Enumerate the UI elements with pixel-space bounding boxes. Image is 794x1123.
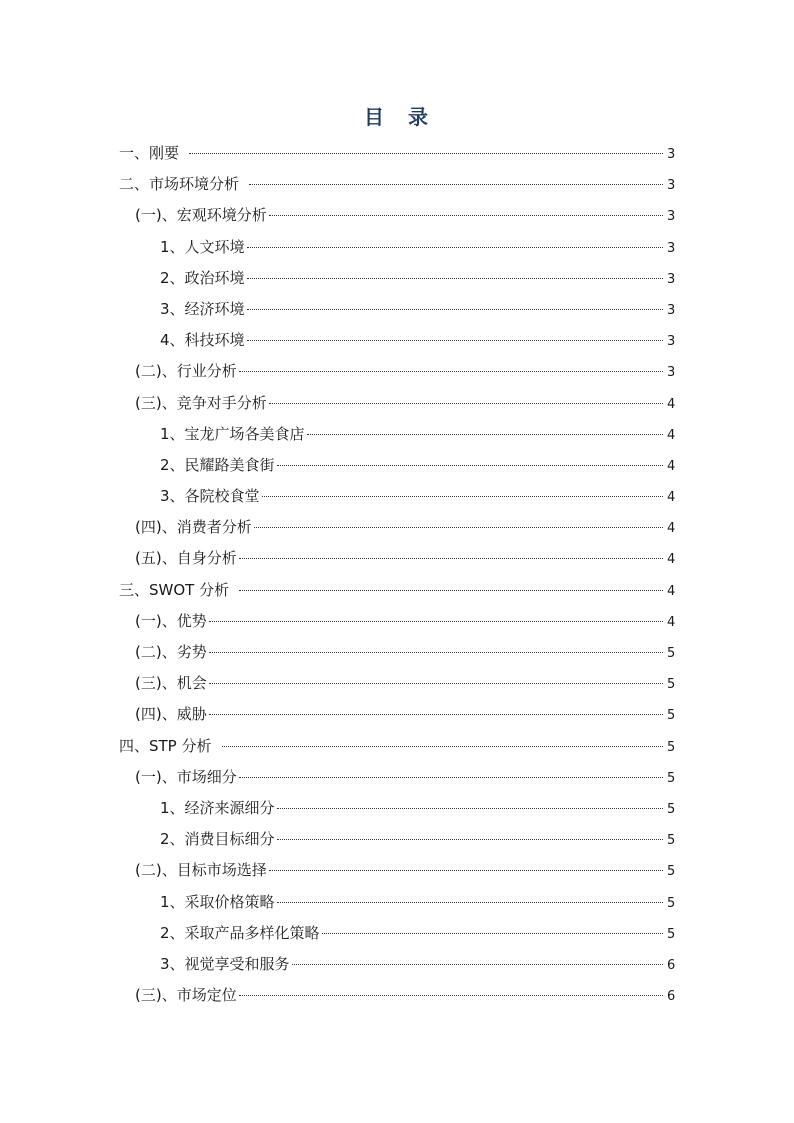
toc-entry[interactable] [119,824,675,855]
toc-entry-label: 1、采取价格策略 [160,892,275,911]
toc-entry-label: 1、人文环境 [160,237,245,256]
toc-entry[interactable] [119,762,675,793]
toc-entry-page-number: 5 [667,801,676,817]
toc-entry-page-number: 3 [667,302,676,318]
toc-entry-label: 四、STP 分析 [119,736,212,755]
toc-entry[interactable] [119,325,675,356]
toc-entry-page-number: 5 [667,864,676,880]
toc-entry-page-number: 5 [667,895,676,911]
toc-entry[interactable] [119,169,675,200]
toc-entry[interactable] [119,637,675,668]
toc-entry-page-number: 3 [667,178,676,194]
toc-entry-page-number: 5 [667,677,676,693]
toc-entry-page-number: 3 [667,209,676,225]
toc-leader-dots [239,371,663,372]
toc-leader-dots [249,184,663,185]
toc-entry[interactable] [119,263,675,294]
toc-entry-label: (二)、劣势 [135,643,207,661]
toc-entry-page-number: 5 [667,770,676,786]
toc-entry[interactable] [119,138,675,169]
toc-leader-dots [239,995,663,996]
toc-entry-page-number: 5 [667,708,676,724]
toc-entry-label: 4、科技环境 [160,331,245,350]
toc-leader-dots [209,621,663,622]
toc-leader-dots [209,652,663,653]
toc-leader-dots [269,403,663,404]
toc-entry-label: 3、经济环境 [160,299,245,318]
toc-entry[interactable] [119,388,675,419]
toc-entry-page-number: 3 [667,240,676,256]
toc-entry-label: (三)、市场定位 [135,986,237,1005]
toc-leader-dots [209,683,663,684]
toc-entry-page-number: 4 [667,614,676,630]
toc-entry[interactable] [119,419,675,450]
toc-entry-label: (二)、目标市场选择 [135,861,267,880]
toc-entry[interactable] [119,512,675,543]
toc-entry-label: 一、刚要 [119,144,180,162]
toc-entry-label: (四)、威胁 [135,705,207,724]
toc-entry[interactable] [119,793,675,824]
toc-entry-page-number: 3 [667,147,676,162]
toc-entry-label: (二)、行业分析 [135,362,237,381]
toc-entry-label: 1、宝龙广场各美食店 [160,424,305,443]
toc-leader-dots [269,870,663,871]
toc-entry-label: 2、民耀路美食街 [160,455,275,474]
toc-leader-dots [277,465,663,466]
toc-entry-page-number: 4 [667,490,676,506]
toc-entry-label: (一)、宏观环境分析 [135,206,267,225]
toc-entry-page-number: 5 [667,926,676,942]
toc-leader-dots [247,340,663,341]
toc-leader-dots [247,278,663,279]
toc-leader-dots [239,777,663,778]
toc-entry[interactable] [119,450,675,481]
toc-entry-label: 3、视觉享受和服务 [160,954,290,973]
toc-entry[interactable] [119,575,675,606]
toc-entry-label: 2、消费目标细分 [160,830,275,849]
toc-entry-page-number: 3 [667,334,676,350]
toc-leader-dots [209,714,663,715]
toc-leader-dots [222,746,664,747]
toc-entry-label: 1、经济来源细分 [160,798,275,817]
toc-entry-page-number: 6 [667,957,676,973]
toc-leader-dots [189,153,663,154]
toc-entry[interactable] [119,918,675,949]
toc-entry-label: (四)、消费者分析 [135,518,252,537]
toc-entry-page-number: 3 [667,271,676,287]
toc-entry-label: (一)、市场细分 [135,767,237,786]
toc-entry[interactable] [119,887,675,918]
toc-entry-label: (五)、自身分析 [135,549,237,568]
toc-leader-dots [292,964,663,965]
toc-entry-page-number: 4 [667,521,676,537]
toc-entry[interactable] [119,481,675,512]
toc-entry-label: 2、政治环境 [160,268,245,287]
toc-entry-page-number: 4 [667,427,676,443]
toc-entry[interactable] [119,606,675,637]
toc-leader-dots [277,808,663,809]
toc-entry[interactable] [119,294,675,325]
toc-leader-dots [322,933,663,934]
toc-list [119,138,675,1011]
toc-entry[interactable] [119,200,675,231]
toc-title: 目 录 [364,105,430,129]
toc-entry-page-number: 3 [667,365,676,381]
toc-entry-page-number: 6 [667,989,676,1005]
toc-entry-page-number: 5 [667,739,676,755]
toc-entry-page-number: 5 [667,833,676,849]
toc-leader-dots [247,309,663,310]
toc-entry-page-number: 4 [667,458,676,474]
toc-entry[interactable] [119,232,675,263]
toc-entry-page-number: 5 [667,646,676,661]
toc-leader-dots [247,247,663,248]
toc-leader-dots [239,590,663,591]
toc-entry-label: 三、SWOT 分析 [119,580,230,599]
toc-entry[interactable] [119,949,675,980]
toc-leader-dots [269,215,663,216]
toc-entry[interactable] [119,699,675,730]
toc-entry[interactable] [119,855,675,886]
toc-entry-label: (一)、优势 [135,611,207,630]
toc-leader-dots [262,496,663,497]
toc-entry[interactable] [119,543,675,574]
toc-leader-dots [254,527,663,528]
toc-entry[interactable] [119,980,675,1011]
toc-entry[interactable] [119,731,675,762]
toc-leader-dots [277,839,663,840]
toc-entry[interactable] [119,668,675,699]
toc-entry-page-number: 4 [667,583,676,599]
toc-entry-page-number: 4 [667,552,676,568]
toc-leader-dots [277,902,663,903]
toc-leader-dots [239,558,663,559]
toc-entry-label: 二、市场环境分析 [119,175,240,194]
toc-entry-label: (三)、竞争对手分析 [135,393,267,412]
toc-entry-label: (三)、机会 [135,674,207,693]
toc-entry-label: 3、各院校食堂 [160,487,260,506]
toc-entry-label: 2、采取产品多样化策略 [160,923,320,942]
toc-leader-dots [307,434,663,435]
toc-entry[interactable] [119,356,675,387]
toc-entry-page-number: 4 [667,396,676,412]
